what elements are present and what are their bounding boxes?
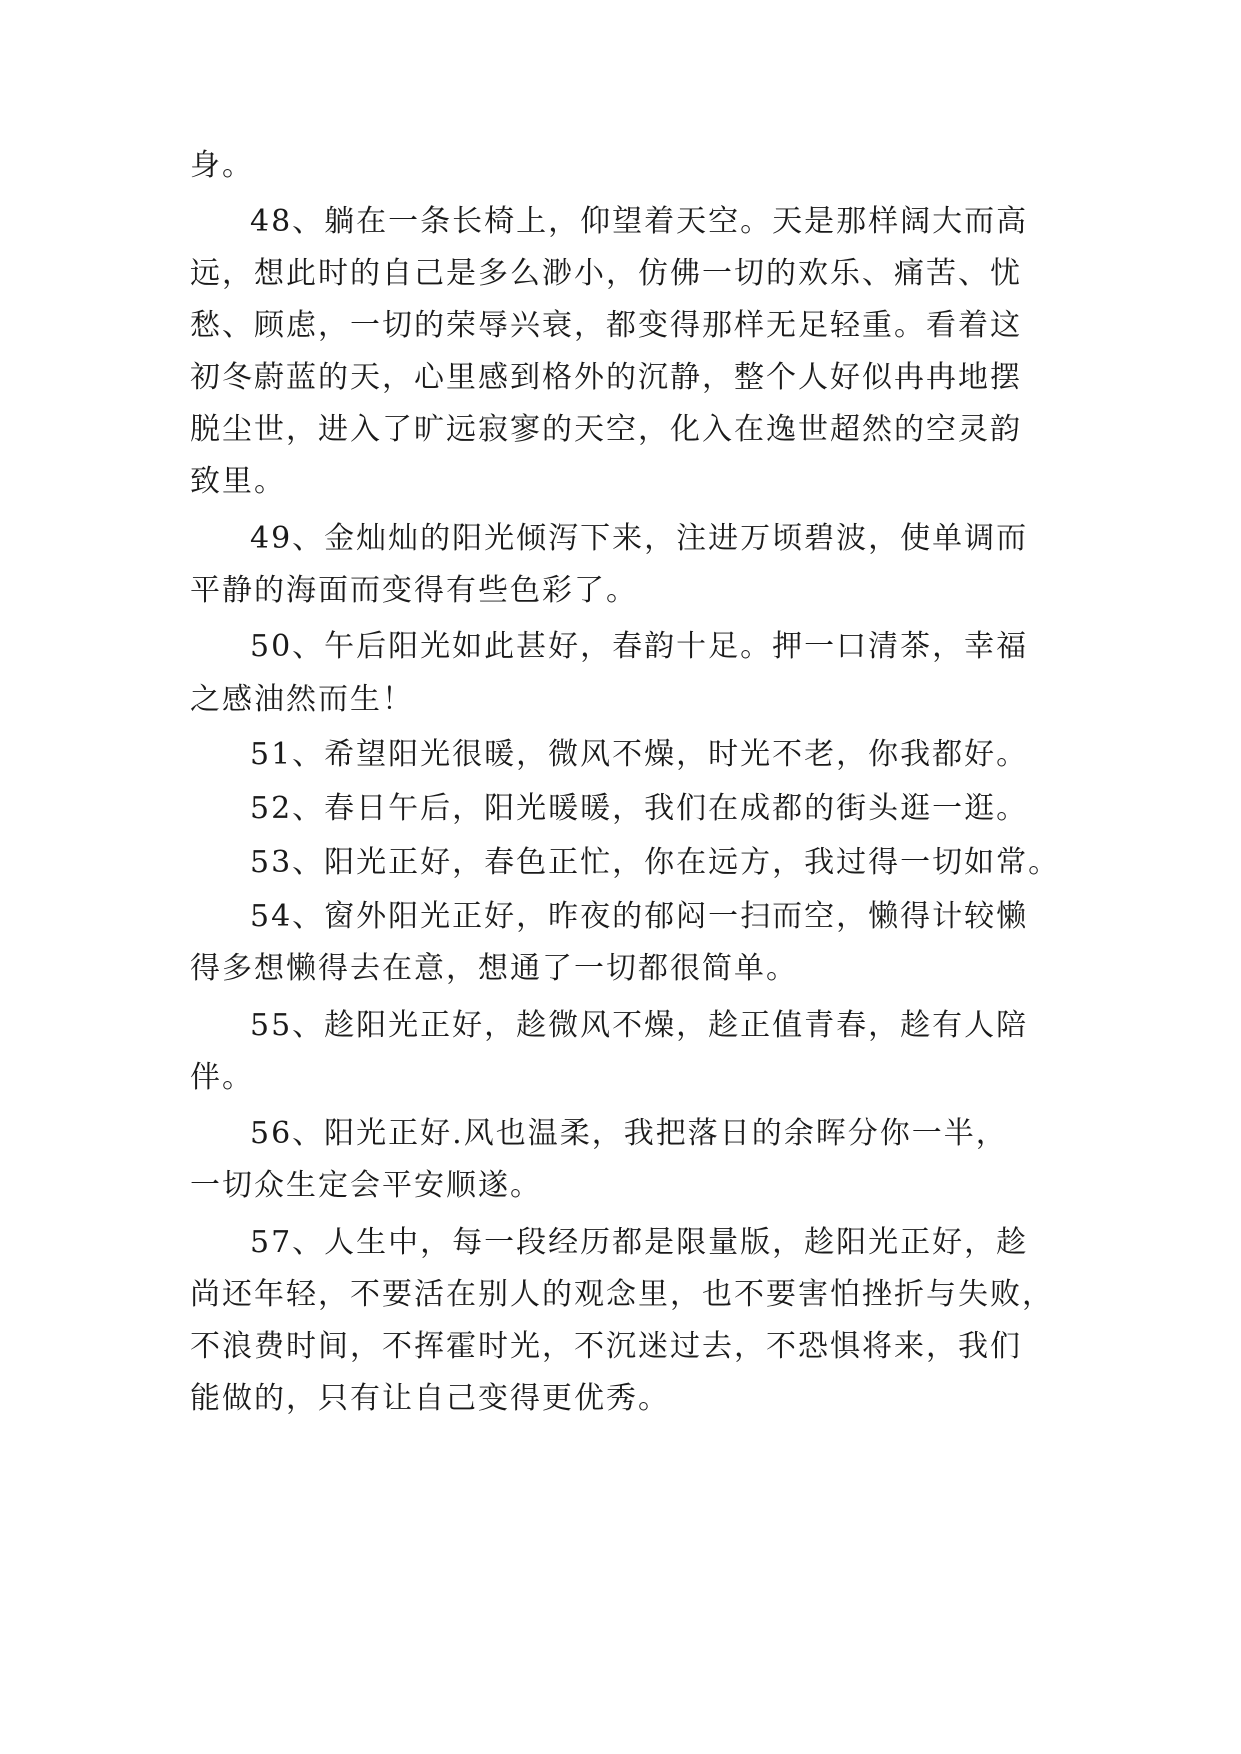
text-line: 远，想此时的自己是多么渺小，仿佛一切的欢乐、痛苦、忧: [190, 256, 1022, 291]
text-line: 尚还年轻，不要活在别人的观念里，也不要害怕挫折与失败，: [190, 1277, 1054, 1312]
paragraph-54-line-1: 54、窗外阳光正好，昨夜的郁闷一扫而空，懒得计较懒: [250, 899, 1029, 934]
text-line: 身。: [190, 148, 254, 183]
paragraph-56-line-1: 56、阳光正好.风也温柔，我把落日的余晖分你一半，: [250, 1116, 1008, 1151]
paragraph-57-line-1: 57、人生中，每一段经历都是限量版，趁阳光正好，趁: [250, 1225, 1029, 1260]
text-line: 之感油然而生！: [190, 682, 414, 717]
text-line: 能做的，只有让自己变得更优秀。: [190, 1381, 670, 1416]
text-line: 初冬蔚蓝的天，心里感到格外的沉静，整个人好似冉冉地摆: [190, 360, 1022, 395]
paragraph-51-line-1: 51、希望阳光很暖，微风不燥，时光不老，你我都好。: [250, 737, 1029, 772]
text-line: 一切众生定会平安顺遂。: [190, 1168, 542, 1203]
paragraph-49-line-1: 49、金灿灿的阳光倾泻下来，注进万顷碧波，使单调而: [250, 521, 1029, 556]
text-line: 得多想懒得去在意，想通了一切都很简单。: [190, 951, 798, 986]
paragraph-52-line-1: 52、春日午后，阳光暖暖，我们在成都的街头逛一逛。: [250, 791, 1029, 826]
paragraph-55-line-1: 55、趁阳光正好，趁微风不燥，趁正值青春，趁有人陪: [250, 1008, 1029, 1043]
paragraph-50-line-1: 50、午后阳光如此甚好，春韵十足。押一口清茶，幸福: [250, 629, 1029, 664]
text-line: 不浪费时间，不挥霍时光，不沉迷过去，不恐惧将来，我们: [190, 1329, 1022, 1364]
text-line: 平静的海面而变得有些色彩了。: [190, 573, 638, 608]
text-line: 脱尘世，进入了旷远寂寥的天空，化入在逸世超然的空灵韵: [190, 412, 1022, 447]
text-line: 致里。: [190, 464, 286, 499]
text-line: 伴。: [190, 1060, 254, 1095]
paragraph-53-line-1: 53、阳光正好，春色正忙，你在远方，我过得一切如常。: [250, 845, 1061, 880]
text-line: 愁、顾虑，一切的荣辱兴衰，都变得那样无足轻重。看着这: [190, 308, 1022, 343]
paragraph-48-line-1: 48、躺在一条长椅上，仰望着天空。天是那样阔大而高: [250, 204, 1029, 239]
